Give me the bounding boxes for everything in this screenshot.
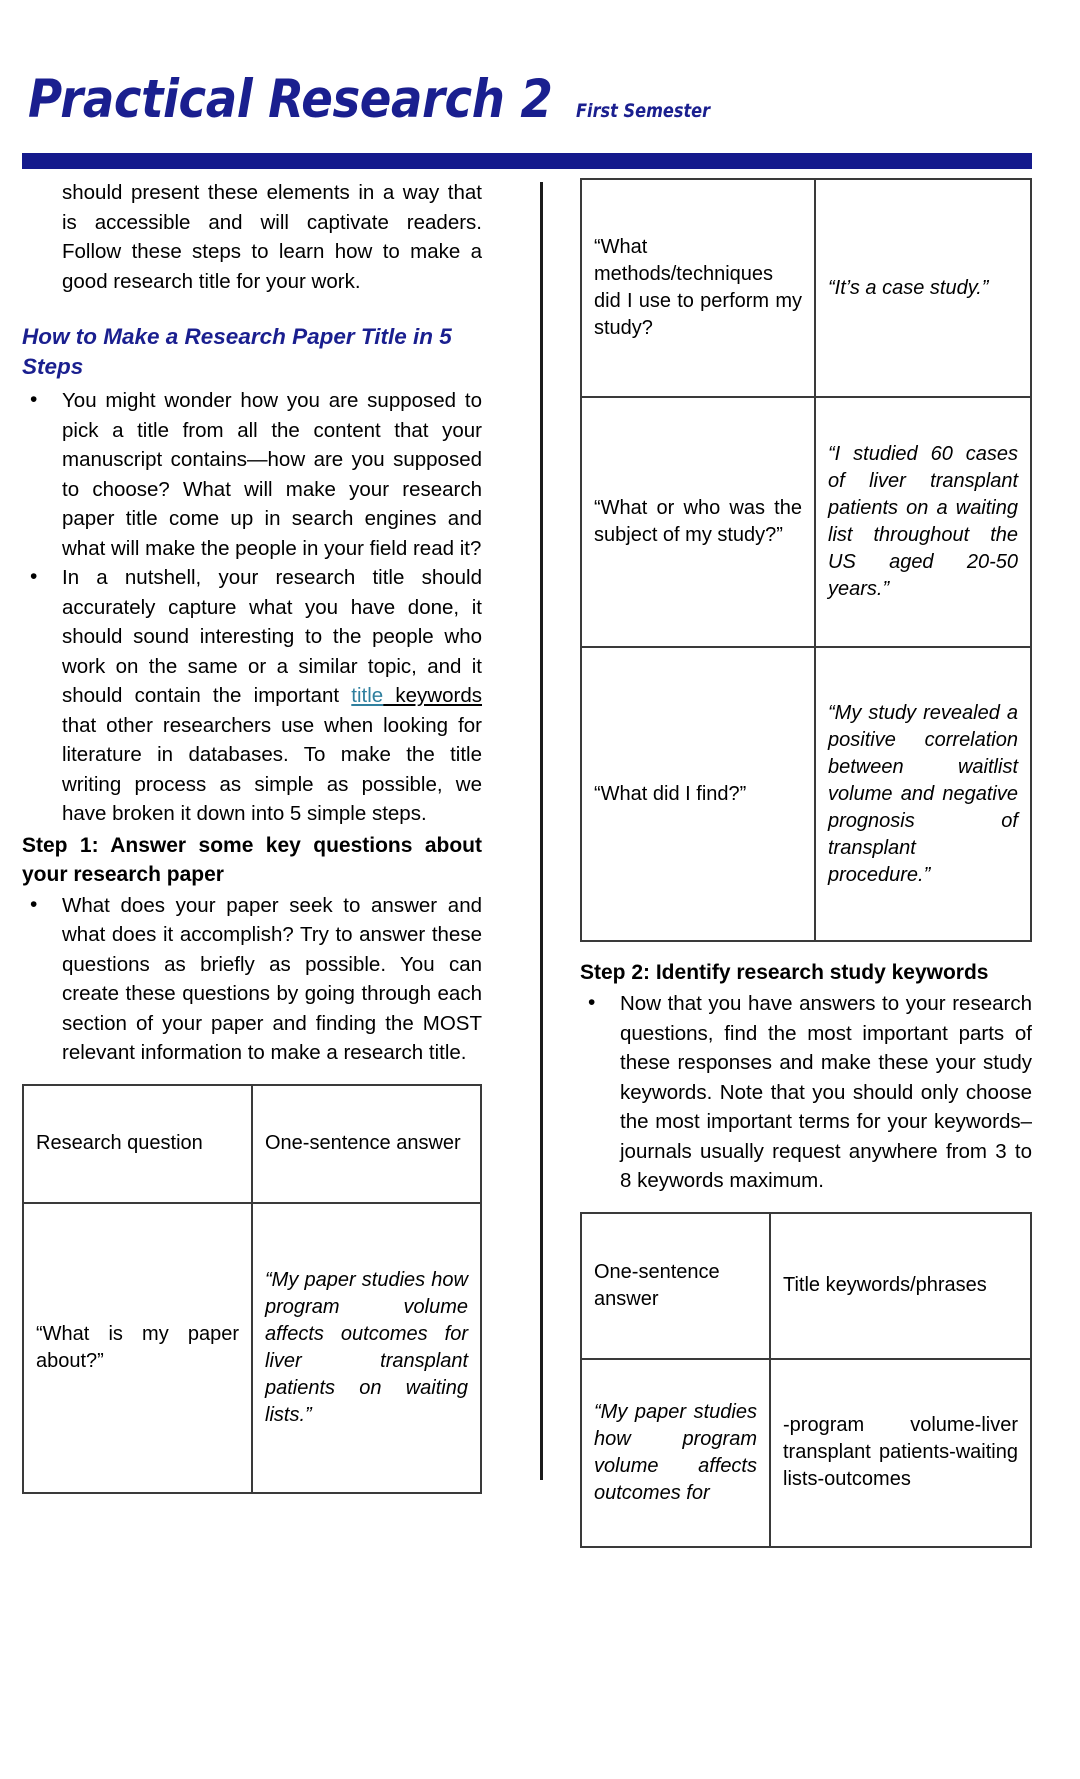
table-cell-question: “What or who was the subject of my study?” xyxy=(581,397,815,647)
table-header-row xyxy=(23,1085,481,1203)
table-row xyxy=(581,179,1031,397)
table-header-row xyxy=(581,1213,1031,1359)
document-header xyxy=(0,69,1080,180)
intro-paragraph: should present these elements in a way that is accessible and will captivate readers. Follow these steps to learn how to make a good research title for your work. xyxy=(62,181,482,293)
table-row xyxy=(581,647,1031,941)
list-item: • What does your paper seek to answer and what does it accomplish? Try to answer these questions as briefly as possible. You can create these questions by going through each section of your paper and finding the MOST relevant information to make a research title. xyxy=(22,891,482,1068)
page-title: Practical Research 2 xyxy=(28,69,553,130)
left-bullet-list xyxy=(22,386,482,829)
title-keywords-table xyxy=(580,1212,1032,1548)
bullet2-text-after: that other researchers use when looking for literature in databases. To make the title writing process as simple as possible, we have broken it down into 5 simple steps. xyxy=(62,713,482,825)
table-header-title-keywords: Title keywords/phrases xyxy=(770,1213,1031,1359)
column-divider-line xyxy=(540,182,543,1480)
table-cell-answer: “It’s a case study.” xyxy=(815,179,1031,397)
step1-heading: Step 1: Answer some key questions about your research paper xyxy=(22,833,482,886)
bullet2-text-before: In a nutshell, your research title should accurately capture what you have done, it should sound interesting to the people who work on the same or a similar topic, and it should contain the important xyxy=(62,566,482,707)
header-title-group xyxy=(28,69,734,130)
title-keywords-link[interactable]: title xyxy=(351,684,384,707)
title-keywords-link-suffix[interactable]: keywords xyxy=(383,684,482,707)
table-cell-keywords: -program volume-liver transplant patients-waiting lists-outcomes xyxy=(770,1359,1031,1547)
step2-heading: Step 2: Identify research study keywords xyxy=(580,961,989,984)
table-row xyxy=(23,1203,481,1493)
list-item: • You might wonder how you are supposed to pick a title from all the content that your manuscript contains—how are you supposed to choose? What will make your research paper title come up in search engines and what will make the people in your field read it? xyxy=(22,386,482,563)
table-header-one-sentence-answer: One-sentence answer xyxy=(252,1085,481,1203)
table-cell-question: “What did I find?” xyxy=(581,647,815,941)
table-row xyxy=(581,1359,1031,1547)
step1-bullet-list xyxy=(22,891,482,1068)
section-heading-how-to-make-title: How to Make a Research Paper Title in 5 Steps xyxy=(22,324,452,379)
right-column xyxy=(580,178,1032,1548)
table-cell-question: “What methods/techniques did I use to perform my study? xyxy=(581,179,815,397)
left-column xyxy=(22,178,482,1494)
table-cell-answer: “I studied 60 cases of liver transplant patients on a waiting list throughout the US aged 20-50 years.” xyxy=(815,397,1031,647)
table-cell-answer: “My paper studies how program volume affects outcomes for liver transplant patients on waiting lists.” xyxy=(252,1203,481,1493)
header-divider-bar xyxy=(22,153,1032,169)
research-question-table xyxy=(22,1084,482,1494)
table-header-research-question: Research question xyxy=(23,1085,252,1203)
list-item-with-link xyxy=(22,563,482,829)
two-column-body xyxy=(0,178,1080,1738)
table-cell-answer: “My study revealed a positive correlation between waitlist volume and negative prognosis of transplant procedure.” xyxy=(815,647,1031,941)
table-row xyxy=(581,397,1031,647)
header-subtitle: First Semester xyxy=(575,100,710,122)
table-cell-question: “What is my paper about?” xyxy=(23,1203,252,1493)
table-cell-answer: “My paper studies how program volume affects outcomes for xyxy=(581,1359,770,1547)
list-item: • Now that you have answers to your research questions, find the most important parts of these responses and make these your study keywords. Note that you should only choose the most important terms for your keywords–journals usually request anywhere from 3 to 8 keywords maximum. xyxy=(580,989,1032,1196)
step2-bullet-list xyxy=(580,989,1032,1196)
research-questions-continued-table xyxy=(580,178,1032,942)
table-header-one-sentence-answer: One-sentence answer xyxy=(581,1213,770,1359)
